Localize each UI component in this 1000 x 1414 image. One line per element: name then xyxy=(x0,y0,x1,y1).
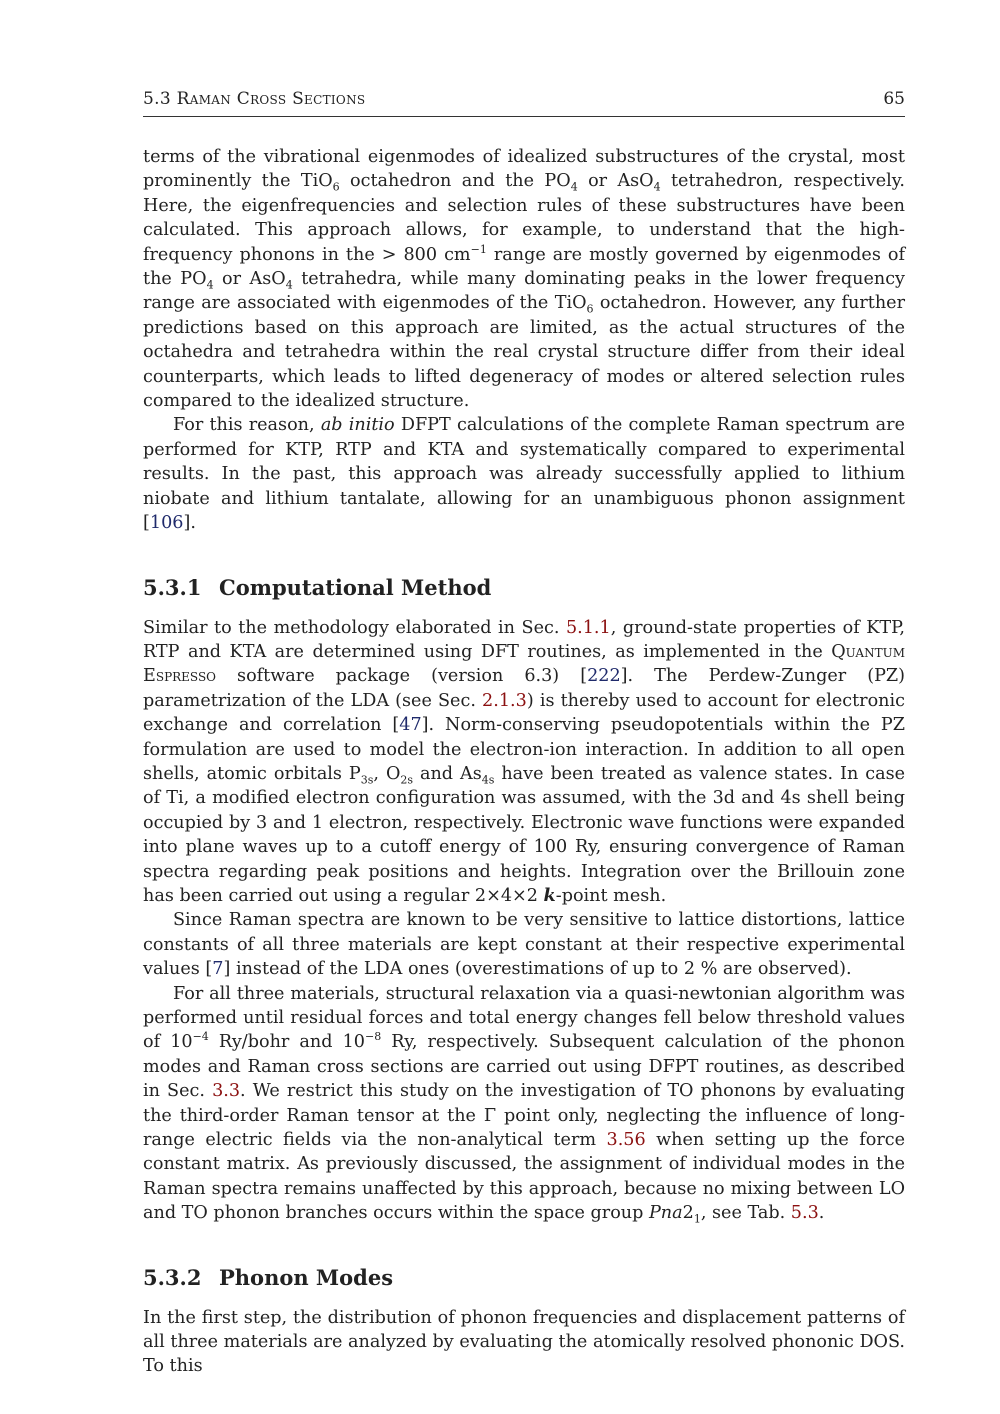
computational-method-paragraph-3: For all three materials, structural relaxation via a quasi-newtonian algorithm was performed until residual forces and total energy changes fell below threshold values of $10^{-4}$ Ry/bohr and $10^{-8}$ Ry, respectively. Subsequent calculation of the phonon modes and Raman cross sections are carried out using DFPT routines, as described in Sec. 3.3. We restrict this study on the investigation of TO phonons by evaluating the third-order Raman tensor at the Γ point only, neglecting the influence of long-range electric fields via the non-analytical term 3.56 when setting up the force constant matrix. As previously discussed, the assignment of individual modes in the Raman spectra remains unaffected by this approach, because no mixing between LO and TO phonon branches occurs within the space group $Pna2_1$, see Tab. 5.3. xyxy=(143,983,905,1226)
section-heading-computational-method: 5.3.1 Computational Method xyxy=(143,574,492,600)
computational-method-paragraph-2: Since Raman spectra are known to be very sensitive to lattice distortions, lattice constants of all three materials are kept constant at their respective experimental values [7] instead of the LDA ones (overestimations of up to 2 % are observed). xyxy=(143,910,905,980)
table-link-5-3[interactable]: 5.3 xyxy=(790,1203,819,1224)
citation-link-106[interactable]: 106 xyxy=(149,513,184,534)
page-number: 65 xyxy=(883,89,905,109)
computational-method-paragraph-1: Similar to the methodology elaborated in Sec. 5.1.1, ground-state properties of KTP, RTP and KTA are determined using DFT routines, as implemented in the Quantum Espresso software package (version 6.3) [222]. The Perdew-Zunger (PZ) parametrization of the LDA (see Sec. 2.1.3) is thereby used to account for electronic exchange and correlation [47]. Norm-conserving pseudopotentials within the PZ formulation are used to model the electron-ion interaction. In addition to all open shells, atomic orbitals $P_{3s}$, $O_{2s}$ and $As_{4s}$ have been treated as valence states. In case of Ti, a modified electron configuration was assumed, with the 3d and 4s shell being occupied by 3 and 1 electron, respectively. Electronic wave functions were expanded into plane waves up to a cutoff energy of 100 Ry, ensuring convergence of Raman spectra regarding peak positions and heights. Integration over the Brillouin zone has been carried out using a regular 2×4×2 k-point mesh. xyxy=(143,617,906,906)
software-name: Quantum Espresso xyxy=(143,641,905,687)
phonon-modes-paragraph-1: In the first step, the distribution of phonon frequencies and displacement patterns of all three materials are analyzed by evaluating the atomically resolved phononic DOS. To this xyxy=(143,1307,905,1377)
equation-link-3-56[interactable]: 3.56 xyxy=(606,1130,646,1151)
citation-link-47[interactable]: 47 xyxy=(399,715,422,736)
header-section-number: 5.3 xyxy=(143,89,171,109)
citation-link-222[interactable]: 222 xyxy=(587,666,621,687)
running-header xyxy=(143,88,905,117)
running-header-section xyxy=(143,88,365,110)
section-link-3-3[interactable]: 3.3 xyxy=(212,1081,241,1102)
page-body xyxy=(143,145,905,1379)
intro-paragraph-2: For this reason, ab initio DFPT calculations of the complete Raman spectrum are performed for KTP, RTP and KTA and systematically compared to experimental results. In the past, this approach was already successfully applied to lithium niobate and lithium tantalate, allowing for an unambiguous phonon assignment [106]. xyxy=(143,415,905,534)
header-section-title: Raman Cross Sections xyxy=(176,89,366,109)
citation-link-7[interactable]: 7 xyxy=(212,959,224,980)
section-link-5-1-1[interactable]: 5.1.1 xyxy=(565,617,611,638)
section-link-2-1-3[interactable]: 2.1.3 xyxy=(482,690,527,711)
section-heading-phonon-modes: 5.3.2 Phonon Modes xyxy=(143,1264,394,1290)
intro-paragraph-1: terms of the vibrational eigenmodes of idealized substructures of the crystal, most prominently the TiO$_6$ octahedron and the $PO_4$ or AsO$_4$ tetrahedron, respectively. Here, the eigenfrequencies and selection rules of these substructures have been calculated. This approach allows, for example, to understand that the high-frequency phonons in the > 800 $cm^{-1}$ range are mostly governed by eigenmodes of the $PO_4$ or AsO$_4$ tetrahedra, while many dominating peaks in the lower frequency range are associated with eigenmodes of the TiO$_6$ octahedron. However, any further predictions based on this approach are limited, as the actual structures of the octahedra and tetrahedra within the real crystal structure differ from their ideal counterparts, which leads to lifted degeneracy of modes or altered selection rules compared to the idealized structure. xyxy=(143,147,905,412)
